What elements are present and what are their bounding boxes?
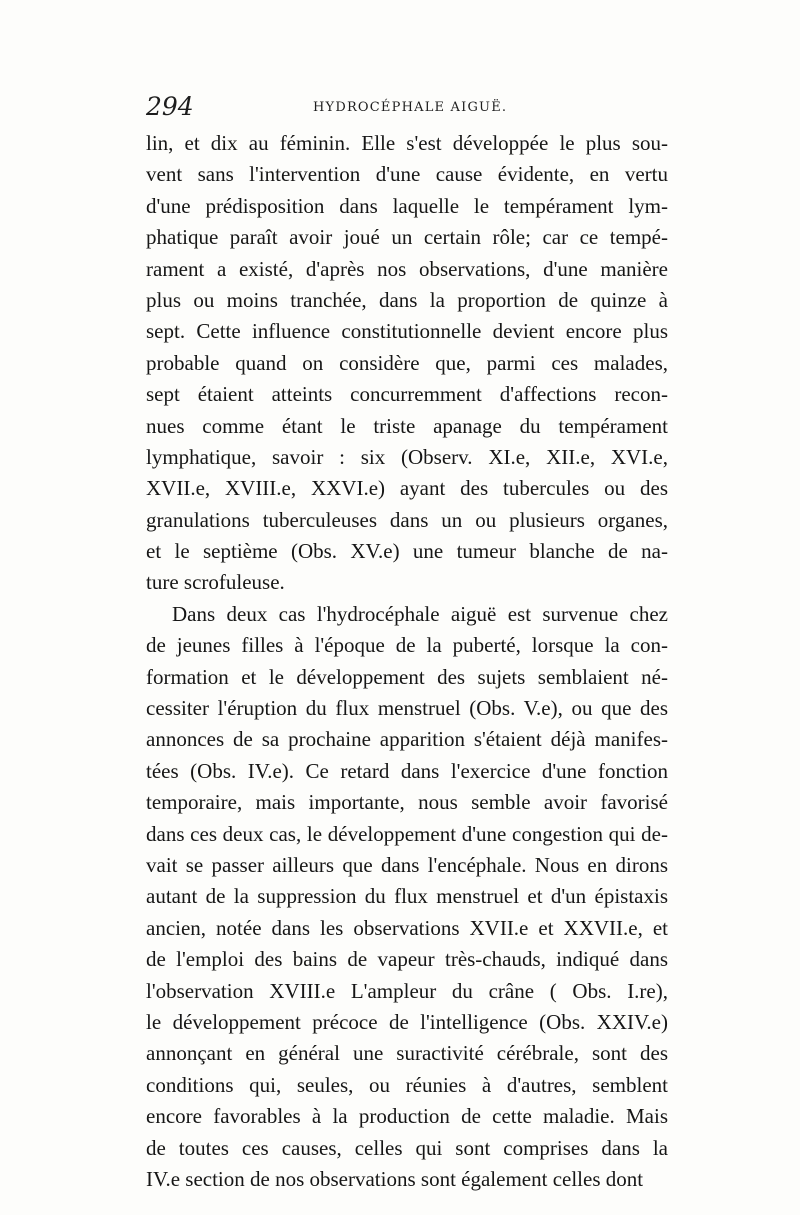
text-line: temporaire, mais importante, nous semble avoir favorisé xyxy=(146,790,668,815)
text-line: cessiter l'éruption du flux menstruel (Obs. V.e), ou que des xyxy=(146,696,668,721)
text-line: encore favorables à la production de cette maladie. Mais xyxy=(146,1104,668,1129)
text-line: sept étaient atteints concurremment d'affections recon- xyxy=(146,382,668,407)
text-line: tées (Obs. IV.e). Ce retard dans l'exercice d'une fonction xyxy=(146,758,668,783)
text-line: de l'emploi des bains de vapeur très-chauds, indiqué dans xyxy=(146,947,668,972)
text-line: XVII.e, XVIII.e, XXVI.e) ayant des tubercules ou des xyxy=(146,476,668,501)
text-line: conditions qui, seules, ou réunies à d'autres, semblent xyxy=(146,1072,668,1097)
paragraph xyxy=(146,599,668,1195)
text-line: rament a existé, d'après nos observations, d'une manière xyxy=(146,256,668,281)
text-line: plus ou moins tranchée, dans la proportion de quinze à xyxy=(146,287,668,312)
text-line: de toutes ces causes, celles qui sont comprises dans la xyxy=(146,1135,668,1160)
text-line: vent sans l'intervention d'une cause évidente, en vertu xyxy=(146,162,668,187)
text-line: formation et le développement des sujets semblaient né- xyxy=(146,664,668,689)
paragraph xyxy=(146,128,668,599)
page-number: 294 xyxy=(146,92,194,121)
text-line: dans ces deux cas, le développement d'une congestion qui de- xyxy=(146,821,668,846)
text-line: Dans deux cas l'hydrocéphale aiguë est survenue chez xyxy=(172,601,668,626)
text-line: annonçant en général une suractivité cérébrale, sont des xyxy=(146,1041,668,1066)
text-line: vait se passer ailleurs que dans l'encéphale. Nous en dirons xyxy=(146,852,668,877)
text-line: autant de la suppression du flux menstruel et d'un épistaxis xyxy=(146,884,668,909)
text-line: ture scrofuleuse. xyxy=(146,570,285,595)
text-line: phatique paraît avoir joué un certain rôle; car ce tempé- xyxy=(146,225,668,250)
text-line: lin, et dix au féminin. Elle s'est développée le plus sou- xyxy=(146,131,668,155)
text-line: l'observation XVIII.e L'ampleur du crâne ( Obs. I.re), xyxy=(146,978,668,1003)
text-line: lymphatique, savoir : six (Observ. XI.e, XII.e, XVI.e, xyxy=(146,444,668,469)
text-line: annonces de sa prochaine apparition s'étaient déjà manifes- xyxy=(146,727,668,752)
page-header xyxy=(146,92,666,126)
text-line: granulations tuberculeuses dans un ou plusieurs organes, xyxy=(146,507,668,532)
text-line: ancien, notée dans les observations XVII.e et XXVII.e, et xyxy=(146,915,668,940)
running-title: HYDROCÉPHALE AIGUË. xyxy=(313,100,508,115)
text-line: de jeunes filles à l'époque de la puberté, lorsque la con- xyxy=(146,633,668,658)
text-line: IV.e section de nos observations sont également celles dont xyxy=(146,1166,644,1191)
text-line: d'une prédisposition dans laquelle le tempérament lym- xyxy=(146,193,668,218)
text-line: et le septième (Obs. XV.e) une tumeur blanche de na- xyxy=(146,539,668,564)
body-text xyxy=(146,128,668,1195)
text-line: nues comme étant le triste apanage du tempérament xyxy=(146,413,668,438)
text-line: sept. Cette influence constitutionnelle devient encore plus xyxy=(146,319,668,344)
text-line: probable quand on considère que, parmi ces malades, xyxy=(146,350,668,375)
text-line: le développement précoce de l'intelligence (Obs. XXIV.e) xyxy=(146,1009,668,1034)
